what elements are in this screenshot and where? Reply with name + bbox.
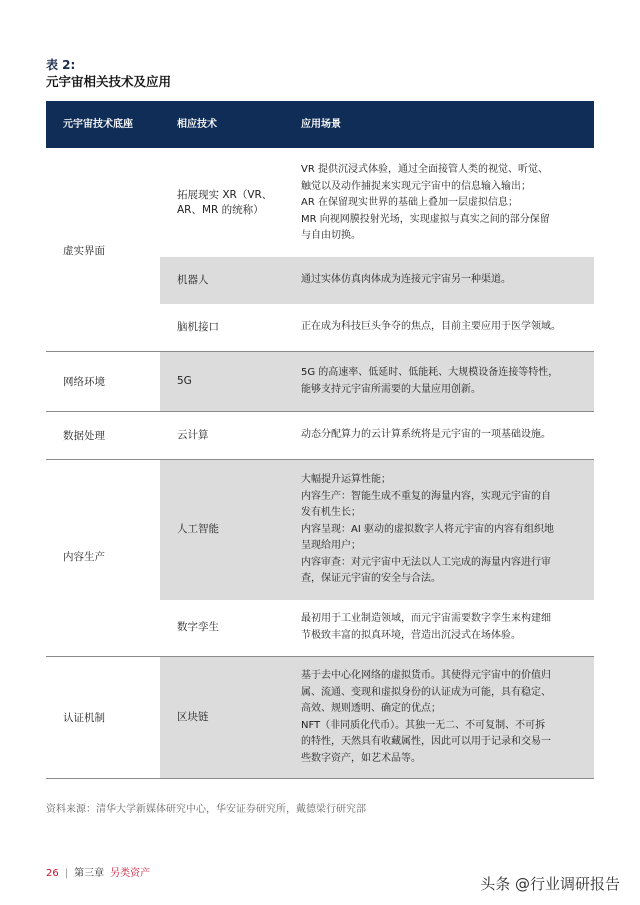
chapter-label: 第三章	[74, 868, 105, 879]
scenario-text: 基于去中心化网络的虚拟货币。其使得元宇宙中的价值归 属、流通、变现和虚拟身份的认证成为可能，具有稳定、 高效、规则透明、确定的优点； NFT（非同质化代币）。其独一无二、不可复制、不可拆 的特性，天然具有收藏属性，因此可以用于记录和交易一 些数字资产，如艺术品等。	[301, 670, 551, 764]
table-row	[160, 148, 594, 257]
scenario-text: 最初用于工业制造领域，而元宇宙需要数字孪生来构建细 节极致丰富的拟真环境，营造出沉浸式在场体验。	[301, 613, 551, 641]
table-row	[160, 600, 594, 656]
tech-label: 5G	[177, 375, 192, 387]
header-foundation: 元宇宙技术底座	[63, 119, 133, 130]
footer-separator: |	[64, 868, 69, 879]
tech-label: 脑机接口	[177, 321, 219, 333]
tech-label: 云计算	[177, 429, 209, 441]
table-header	[46, 101, 594, 148]
category-label: 数据处理	[63, 430, 105, 442]
watermark: 头条 @行业调研报告	[480, 875, 620, 893]
group-network	[46, 352, 594, 412]
header-scenario: 应用场景	[301, 119, 341, 130]
category-label: 网络环境	[63, 376, 105, 388]
table-caption	[46, 58, 171, 91]
category-label: 内容生产	[63, 551, 105, 563]
source-note: 资料来源：清华大学新媒体研究中心，华安证券研究所，戴德梁行研究部	[46, 804, 366, 815]
scenario-text: 通过实体仿真肉体成为连接元宇宙另一种渠道。	[301, 274, 511, 285]
table-row	[160, 304, 594, 351]
group-virtual-interface	[46, 148, 594, 352]
table-title: 元宇宙相关技术及应用	[46, 74, 172, 89]
page-number: 26	[46, 868, 59, 879]
tech-label: 区块链	[177, 711, 209, 723]
scenario-text: 正在成为科技巨头争夺的焦点，目前主要应用于医学领域。	[301, 321, 561, 332]
table-number: 表 2:	[46, 58, 76, 72]
scenario-text: 大幅提升运算性能； 内容生产：智能生成不重复的海量内容，实现元宇宙的自 发有机生长； 内容呈现：AI 驱动的虚拟数字人将元宇宙的内容有组织地 呈现给用户； 内容审查：对元宇宙中无法以人工完成的海量内容进行审 查，保证元宇宙的安全与合法。	[301, 474, 554, 584]
category-label: 虚实界面	[63, 245, 105, 257]
section-label: 另类资产	[110, 868, 151, 879]
tech-label: 数字孪生	[177, 621, 219, 633]
tech-table	[46, 101, 594, 779]
table-row	[160, 257, 594, 304]
table-row	[160, 412, 594, 459]
table-row	[160, 352, 594, 411]
header-technology: 相应技术	[177, 119, 217, 130]
page-footer	[46, 864, 150, 879]
category-label: 认证机制	[63, 712, 105, 724]
scenario-text: 5G 的高速率、低延时、低能耗、大规模设备连接等特性， 能够支持元宇宙所需要的大量应用创新。	[301, 367, 559, 395]
scenario-text: VR 提供沉浸式体验，通过全面接管人类的视觉、听觉、 触觉以及动作捕捉来实现元宇宙中的信息输入输出； AR 在保留现实世界的基础上叠加一层虚拟信息； MR 向视网膜投射光场，实现虚拟与真实之间的部分保留 与自由切换。	[301, 164, 550, 241]
group-content-production	[46, 460, 594, 657]
scenario-text: 动态分配算力的云计算系统将是元宇宙的一项基础设施。	[301, 429, 551, 440]
tech-label: 拓展现实 XR（VR、 AR、MR 的统称）	[177, 189, 273, 216]
table-row	[160, 460, 594, 600]
group-authentication	[46, 657, 594, 779]
group-data-processing	[46, 412, 594, 460]
table-row	[160, 657, 594, 778]
tech-label: 人工智能	[177, 523, 219, 535]
tech-label: 机器人	[177, 274, 209, 286]
